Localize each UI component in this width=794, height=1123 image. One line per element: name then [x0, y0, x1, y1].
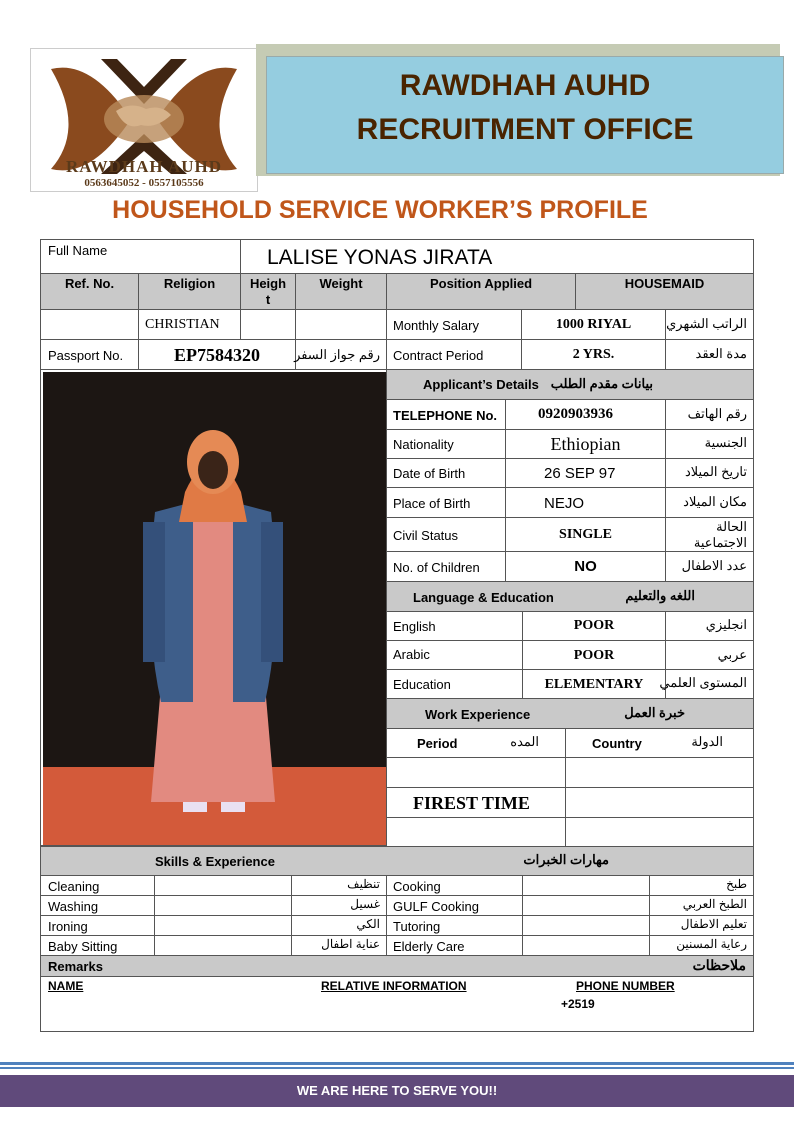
page-title: HOUSEHOLD SERVICE WORKER’S PROFILE: [112, 196, 648, 224]
skill-cleaning-label: Cleaning: [48, 879, 100, 894]
skill-check-cell: [154, 935, 292, 956]
contract-ar-cell: [665, 339, 754, 370]
religion-header-cell: [138, 273, 241, 310]
skill-check-cell: [522, 875, 650, 896]
work-empty-cell: [386, 817, 566, 847]
position-value: HOUSEMAID: [624, 276, 705, 291]
weight-value-cell: [295, 309, 387, 340]
skills-title: Skills & Experience: [155, 854, 275, 869]
skill-check-cell: [154, 915, 292, 936]
salary-ar-cell: [665, 309, 754, 340]
work-empty-cell: [386, 757, 566, 788]
lang-ar-cell: [665, 640, 754, 670]
contract-ar: مدة العقد: [695, 346, 747, 361]
height-header-2: t: [265, 292, 271, 307]
detail-value-cell: [505, 551, 666, 582]
worker-photo: [43, 372, 386, 845]
civil-status-ar-2: الاجتماعية: [693, 535, 747, 550]
pob-value: NEJO: [544, 495, 585, 512]
detail-value-cell: [505, 429, 666, 459]
skill-ar-cell: [291, 915, 387, 936]
lang-value-cell: [522, 640, 666, 670]
detail-label-cell: [386, 429, 506, 459]
detail-ar-cell: [665, 487, 754, 518]
skill-ar-cell: [291, 895, 387, 916]
nationality-label: Nationality: [393, 437, 454, 452]
pob-label: Place of Birth: [393, 496, 471, 511]
telephone-ar: رقم الهاتف: [687, 406, 747, 421]
contract-label-cell: [386, 339, 522, 370]
remarks-relative: RELATIVE INFORMATION: [321, 979, 467, 993]
skill-gulf-cooking-label: GULF Cooking: [393, 899, 479, 914]
religion-value: CHRISTIAN: [145, 317, 220, 332]
arabic-label: Arabic: [393, 647, 430, 662]
skill-ironing-label: Ironing: [48, 919, 88, 934]
work-country-ar: الدولة: [691, 734, 723, 749]
skill-check-cell: [522, 895, 650, 916]
remarks-phone: PHONE NUMBER: [576, 979, 675, 993]
detail-ar-cell: [665, 551, 754, 582]
ref-header: Ref. No.: [64, 276, 115, 291]
lang-label-cell: [386, 669, 523, 699]
skill-ar-cell: [649, 875, 754, 896]
remarks-header: [40, 955, 754, 977]
detail-value-cell: [505, 399, 666, 430]
position-header: Position Applied: [429, 276, 533, 291]
lang-label-cell: [386, 640, 523, 670]
detail-ar-cell: [665, 399, 754, 430]
civil-status-ar-1: الحالة: [716, 519, 747, 534]
skill-check-cell: [522, 935, 650, 956]
remarks-phone-value: +2519: [561, 997, 595, 1011]
dob-label: Date of Birth: [393, 466, 466, 481]
work-period-cell: [386, 728, 566, 758]
ref-value-cell: [40, 309, 139, 340]
logo: [30, 48, 258, 192]
pob-ar: مكان الميلاد: [683, 494, 747, 509]
arabic-value: POOR: [573, 648, 615, 663]
skill-babysitting-ar: عناية اطفال: [321, 937, 380, 951]
skill-cleaning-ar: تنظيف: [347, 877, 380, 891]
nationality-value: Ethiopian: [550, 434, 621, 454]
skills-title-ar: مهارات الخبرات: [523, 852, 609, 867]
detail-label-cell: [386, 487, 506, 518]
skill-ar-cell: [291, 935, 387, 956]
header-box: [266, 56, 784, 174]
education-value: ELEMENTARY: [544, 677, 644, 692]
fullname-label-cell: [40, 239, 241, 274]
skill-ar-cell: [649, 895, 754, 916]
lang-ar-cell: [659, 669, 754, 699]
weight-header: Weight: [319, 276, 363, 291]
detail-label-cell: [386, 551, 506, 582]
skill-check-cell: [522, 915, 650, 936]
skill-check-cell: [154, 895, 292, 916]
skill-label-cell: [386, 935, 523, 956]
skill-ironing-ar: الكي: [356, 917, 380, 931]
skill-label-cell: [386, 895, 523, 916]
footer-line: [0, 1067, 794, 1069]
skill-ar-cell: [649, 935, 754, 956]
education-ar: المستوى العلمي: [659, 675, 747, 690]
detail-value-cell: [505, 487, 666, 518]
contract-value-cell: [521, 339, 666, 370]
lang-label-cell: [386, 611, 523, 641]
language-title-ar: اللغه والتعليم: [625, 588, 695, 603]
work-empty-cell: [565, 817, 754, 847]
position-header-cell: [386, 273, 576, 310]
skill-cooking-label: Cooking: [393, 879, 441, 894]
remarks-label: Remarks: [48, 959, 103, 974]
skill-washing-label: Washing: [48, 899, 99, 914]
salary-ar: الراتب الشهري: [666, 316, 747, 331]
detail-ar-cell: [665, 429, 754, 459]
skill-cooking-ar: طبخ: [726, 877, 747, 891]
height-header-1: Heigh: [249, 276, 287, 291]
skill-gulf-cooking-ar: الطبخ العربي: [682, 897, 747, 911]
weight-header-cell: [295, 273, 387, 310]
civil-status-label: Civil Status: [393, 528, 459, 543]
header-line-1: RAWDHAH AUHD: [399, 69, 651, 102]
detail-value-cell: [505, 517, 666, 552]
skill-elderly-care-ar: رعاية المسنين: [676, 937, 747, 951]
skill-babysitting-label: Baby Sitting: [48, 939, 118, 954]
skill-label-cell: [40, 875, 155, 896]
passport-label-cell: [40, 339, 139, 370]
religion-value-cell: [138, 309, 241, 340]
skill-elderly-care-label: Elderly Care: [393, 939, 465, 954]
work-header: [386, 698, 754, 729]
salary-value: 1000 RIYAL: [555, 317, 632, 332]
footer-slogan: WE ARE HERE TO SERVE YOU!!: [0, 1075, 794, 1107]
skill-tutoring-ar: تعليم الاطفال: [680, 917, 747, 931]
fullname-value-cell: [240, 239, 754, 274]
detail-ar-cell: [665, 517, 754, 552]
position-value-cell: [575, 273, 754, 310]
english-value: POOR: [573, 618, 615, 633]
work-entry-cell: [386, 787, 566, 818]
children-label: No. of Children: [393, 560, 480, 575]
detail-label-cell: [386, 458, 506, 488]
lang-ar-cell: [665, 611, 754, 641]
remarks-ar: ملاحظات: [692, 957, 746, 973]
civil-status-value: SINGLE: [559, 527, 612, 542]
fullname-label: Full Name: [48, 243, 108, 258]
education-label: Education: [393, 677, 451, 692]
height-header-cell: [240, 273, 296, 310]
applicant-title-ar: بيانات مقدم الطلب: [550, 376, 653, 391]
skill-tutoring-label: Tutoring: [393, 919, 441, 934]
contract-value: 2 YRS.: [572, 347, 615, 362]
work-empty-cell: [565, 757, 754, 788]
dob-value: 26 SEP 97: [544, 465, 616, 482]
applicant-header: [386, 369, 754, 400]
nationality-ar: الجنسية: [704, 435, 747, 450]
skill-label-cell: [40, 935, 155, 956]
english-label: English: [393, 619, 436, 634]
language-title: Language & Education: [413, 590, 554, 605]
work-entry: FIREST TIME: [413, 793, 530, 813]
work-title-ar: خبرة العمل: [624, 705, 685, 720]
skill-label-cell: [40, 915, 155, 936]
salary-label: Monthly Salary: [393, 318, 479, 333]
ref-header-cell: [40, 273, 139, 310]
children-ar: عدد الاطفال: [681, 558, 747, 573]
passport-label: Passport No.: [48, 348, 124, 363]
skill-check-cell: [154, 875, 292, 896]
passport-value-cell: [138, 339, 296, 370]
lang-value-cell: [522, 611, 666, 641]
detail-label-cell: [386, 517, 506, 552]
children-value: NO: [574, 558, 597, 575]
arabic-ar: عربي: [717, 647, 747, 662]
remarks-body: [40, 976, 754, 1032]
skill-ar-cell: [291, 875, 387, 896]
photo-frame: [40, 369, 387, 846]
dob-ar: تاريخ الميلاد: [684, 464, 747, 479]
passport-ar: رقم جواز السفر: [294, 347, 380, 362]
salary-value-cell: [521, 309, 666, 340]
height-value-cell: [240, 309, 296, 340]
telephone-value: 0920903936: [538, 406, 613, 422]
work-country-label: Country: [592, 736, 642, 751]
remarks-name: NAME: [48, 979, 84, 993]
skill-ar-cell: [649, 915, 754, 936]
salary-label-cell: [386, 309, 522, 340]
footer-line: [0, 1062, 794, 1065]
passport-ar-cell: [295, 339, 387, 370]
applicant-title: Applicant’s Details: [423, 377, 539, 392]
contract-label: Contract Period: [393, 348, 484, 363]
work-title: Work Experience: [425, 707, 531, 722]
skill-washing-ar: غسيل: [350, 897, 380, 911]
skill-label-cell: [40, 895, 155, 916]
logo-name: RAWDHAH AUHD: [65, 157, 223, 176]
detail-value-cell: [505, 458, 666, 488]
work-period-ar: المده: [510, 734, 539, 749]
english-ar: انجليزي: [705, 617, 747, 632]
logo-phones: 0563645052 - 0557105556: [84, 177, 204, 189]
religion-header: Religion: [163, 276, 216, 291]
detail-label-cell: [386, 399, 506, 430]
work-empty-cell: [565, 787, 754, 818]
skills-header: [40, 846, 754, 876]
skill-label-cell: [386, 915, 523, 936]
work-country-cell: [565, 728, 754, 758]
skill-label-cell: [386, 875, 523, 896]
lang-value-cell: [522, 669, 666, 699]
language-header: [386, 581, 754, 612]
telephone-label: TELEPHONE No.: [393, 408, 498, 423]
detail-ar-cell: [665, 458, 754, 488]
passport-value: EP7584320: [173, 345, 260, 365]
fullname-value: LALISE YONAS JIRATA: [267, 246, 493, 269]
work-period-label: Period: [417, 736, 458, 751]
header-line-2: RECRUITMENT OFFICE: [356, 113, 694, 146]
